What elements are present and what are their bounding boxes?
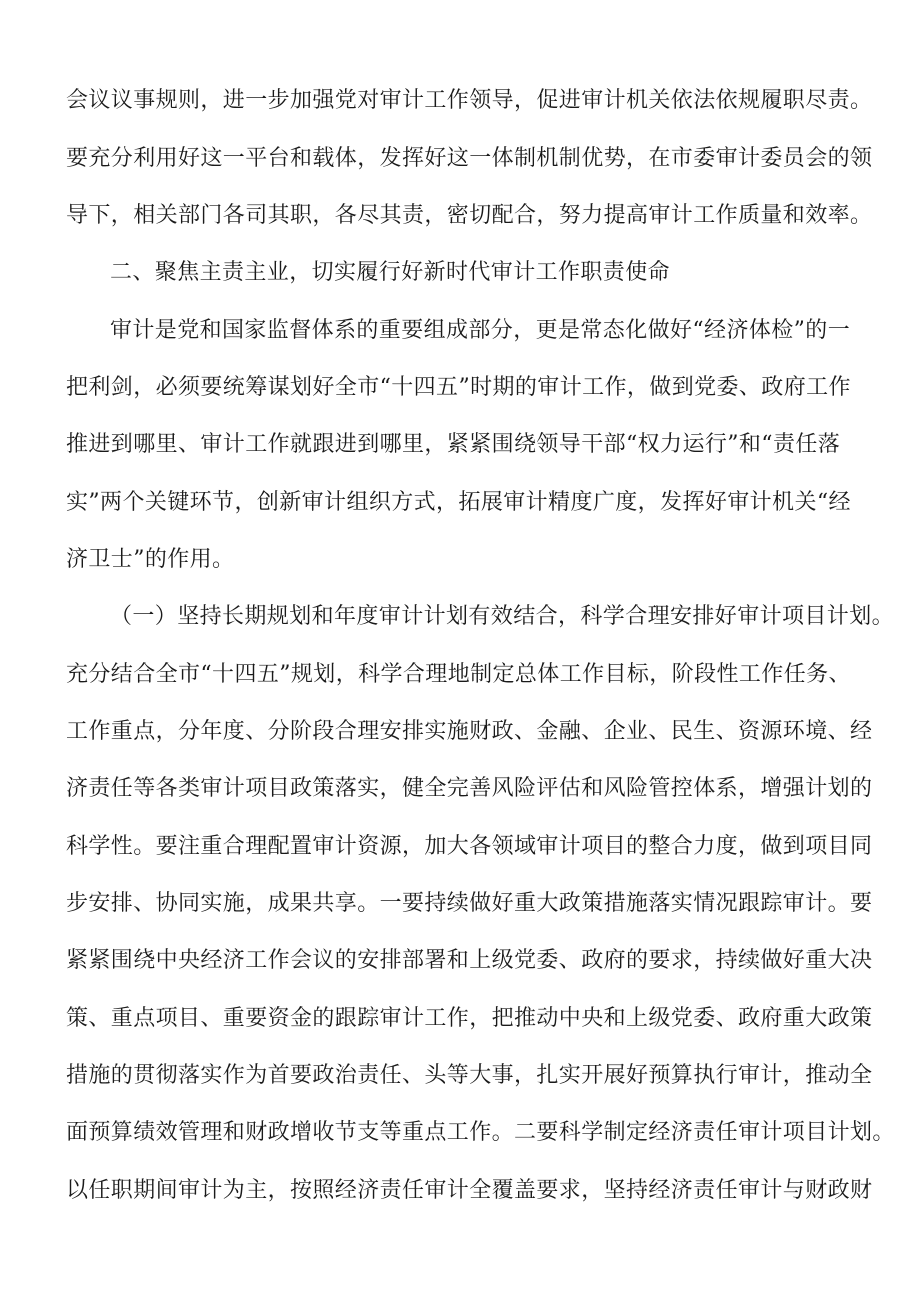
text-line: 把利剑，必须要统筹谋划好全市“十四五”时期的审计工作，做到党委、政府工作 bbox=[66, 375, 851, 400]
section-heading: 二、聚焦主责主业，切实履行好新时代审计工作职责使命 bbox=[110, 260, 671, 285]
text-line: 充分结合全市“十四五”规划，科学合理地制定总体工作目标，阶段性工作任务、 bbox=[66, 662, 851, 687]
text-line: 推进到哪里、审计工作就跟进到哪里，紧紧围绕领导干部“权力运行”和“责任落 bbox=[66, 432, 841, 457]
text-line: 步安排、协同实施，成果共享。一要持续做好重大政策措施落实情况跟踪审计。要 bbox=[66, 891, 873, 916]
text-line: 济责任等各类审计项目政策落实，健全完善风险评估和风险管控体系，增强计划的 bbox=[66, 776, 873, 801]
text-line: 实”两个关键环节，创新审计组织方式，拓展审计精度广度，发挥好审计机关“经 bbox=[66, 490, 851, 515]
text-line: 要充分利用好这一平台和载体，发挥好这一体制机制优势，在市委审计委员会的领 bbox=[66, 146, 873, 171]
text-line: 策、重点项目、重要资金的跟踪审计工作，把推动中央和上级党委、政府重大政策 bbox=[66, 1006, 873, 1031]
text-line: 面预算绩效管理和财政增收节支等重点工作。二要科学制定经济责任审计项目计划。 bbox=[66, 1120, 895, 1145]
text-line: 科学性。要注重合理配置审计资源，加大各领域审计项目的整合力度，做到项目同 bbox=[66, 834, 873, 859]
text-line: 济卫士”的作用。 bbox=[66, 547, 235, 572]
text-line: 工作重点，分年度、分阶段合理安排实施财政、金融、企业、民生、资源环境、经 bbox=[66, 719, 873, 744]
paragraph-first-line: 审计是党和国家监督体系的重要组成部分，更是常态化做好“经济体检”的一 bbox=[110, 318, 851, 343]
text-line: 以任职期间审计为主，按照经济责任审计全覆盖要求，坚持经济责任审计与财政财 bbox=[66, 1178, 873, 1203]
text-line: 紧紧围绕中央经济工作会议的安排部署和上级党委、政府的要求，持续做好重大决 bbox=[66, 948, 873, 973]
text-line: 措施的贯彻落实作为首要政治责任、头等大事，扎实开展好预算执行审计，推动全 bbox=[66, 1063, 873, 1088]
text-line: 导下，相关部门各司其职，各尽其责，密切配合，努力提高审计工作质量和效率。 bbox=[66, 203, 873, 228]
text-line: 会议议事规则，进一步加强党对审计工作领导，促进审计机关依法依规履职尽责。 bbox=[66, 88, 873, 113]
paragraph-first-line: （一）坚持长期规划和年度审计计划有效结合，科学合理安排好审计项目计划。 bbox=[110, 604, 895, 629]
